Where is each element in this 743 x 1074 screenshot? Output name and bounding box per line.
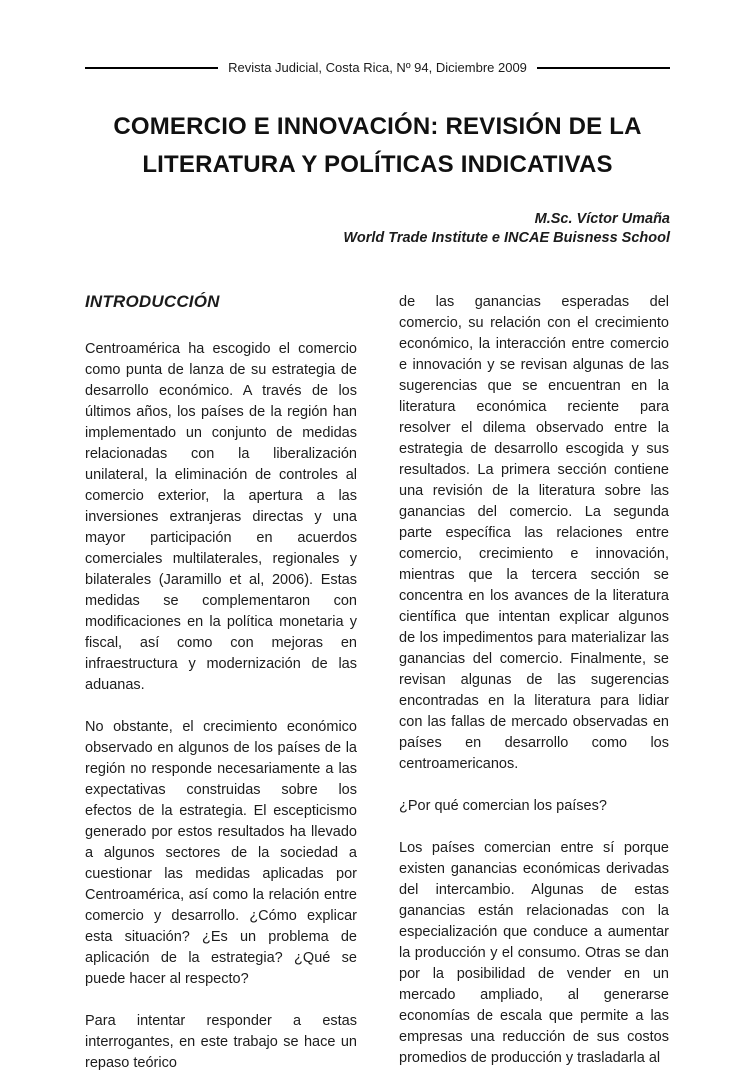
left-column [85,292,357,1074]
title-line-2: LITERATURA Y POLÍTICAS INDICATIVAS [142,151,613,178]
paragraph: de las ganancias esperadas del comercio, su relación con el crecimiento económico, la interacción entre comercio e innovación y se revisan algunas de las sugerencias que se encuentran en la literatura económica reciente para resolver el dilema observado entre la estrategia de desarrollo escogida y sus resultados. La primera sección contiene una revisión de la literatura sobre las ganancias del comercio. La segunda parte específica las relaciones entre comercio, crecimiento e innovación, mientras que la tercera sección se concentra en los avances de la literatura científica que intentan explicar algunos de los impedimentos para materializar las ganancias del comercio. Finalmente, se revisan algunas de las sugerencias encontradas en la literatura para lidiar con las fallas de mercado observadas en países en desarrollo como los centroamericanos. [399,294,669,772]
paragraph: Los países comercian entre sí porque existen ganancias económicas derivadas del intercambio. Algunas de estas ganancias están relacionadas con la especialización que conduce a aumentar la producción y el consumo. Otras se dan por la posibilidad de vender en un mercado ampliado, al generarse economías de escala que permite a las empresas una reducción de sus costos promedios de producción y trasladarla al [399,840,669,1066]
journal-header-text: Revista Judicial, Costa Rica, Nº 94, Diciembre 2009 [228,60,527,75]
title-line-1: COMERCIO E INNOVACIÓN: REVISIÓN DE LA [113,113,642,140]
paragraph: Para intentar responder a estas interrogantes, en este trabajo se hace un repaso teórico [85,1013,357,1071]
article-body [85,292,670,1074]
document-page [0,60,743,1071]
header-rule-right [537,67,670,69]
header-rule-left [85,67,218,69]
author-block [85,210,670,248]
paragraph: Centroamérica ha escogido el comercio como punta de lanza de su estrategia de desarrollo económico. A través de los últimos años, los países de la región han implementado un conjunto de medidas relacionadas con la liberalización unilateral, la eliminación de controles al comercio exterior, la apertura a las inversiones extranjeras directas y una mayor participación en acuerdos comerciales multilaterales, regionales y bilaterales (Jaramillo et al, 2006). Estas medidas se complementaron con modificaciones en la política monetaria y fiscal, así como con mejoras en infraestructura y modernización de las aduanas. [85,341,357,693]
paragraph: No obstante, el crecimiento económico observado en algunos de los países de la región no responde necesariamente a las expectativas construidas sobre los efectos de la estrategia. El escepticismo generado por estos resultados ha llevado a algunos sectores de la sociedad a cuestionar las medidas aplicadas por Centroamérica, así como la relación entre comercio y desarrollo. ¿Cómo explicar esta situación? ¿Es un problema de aplicación de la estrategia? ¿Qué se puede hacer al respecto? [85,719,357,987]
question-subheading: ¿Por qué comercian los países? [399,798,607,814]
journal-header [85,60,670,75]
intro-heading: INTRODUCCIÓN [85,292,220,311]
author-name: M.Sc. Víctor Umaña [534,211,670,227]
author-affiliation: World Trade Institute e INCAE Buisness School [343,230,670,246]
right-column [399,292,669,1074]
article-title [85,108,670,184]
